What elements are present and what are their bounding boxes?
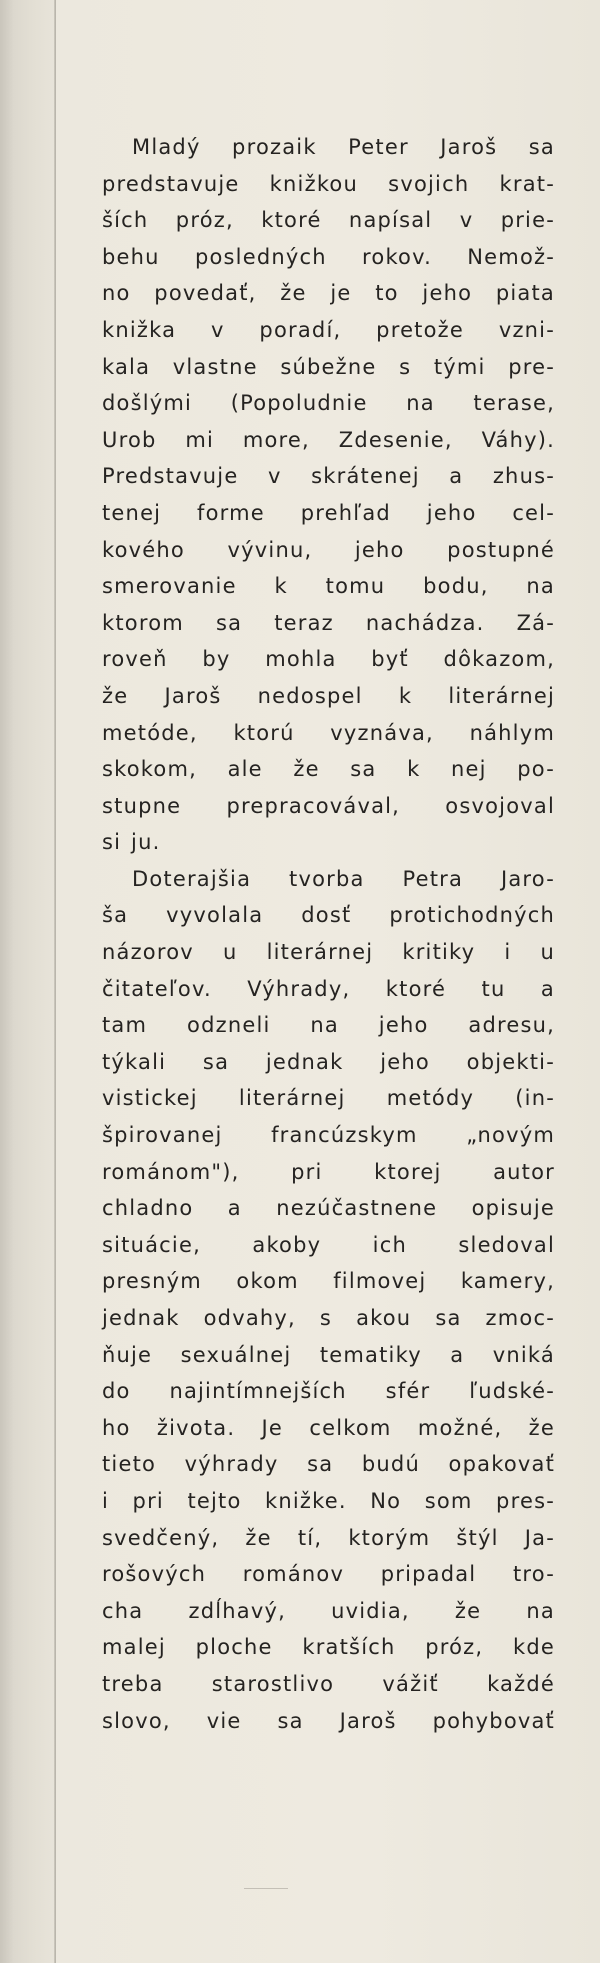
text-line: že Jaroš nedospel k literárnej (102, 683, 555, 708)
text-line: ktorom sa teraz nachádza. Zá- (102, 610, 555, 635)
text-line: do najintímnejších sfér ľudské- (102, 1379, 555, 1404)
text-line: chladno a nezúčastnene opisuje (102, 1196, 555, 1221)
text-line: ša vyvolala dosť protichodných (102, 903, 555, 928)
text-line: vistickej literárnej metódy (in- (102, 1086, 555, 1111)
paragraph-2 (102, 861, 555, 1739)
text-line: smerovanie k tomu bodu, na (102, 574, 555, 599)
text-line: metóde, ktorú vyznáva, náhlym (102, 720, 555, 745)
text-line: svedčený, že tí, ktorým štýl Ja- (102, 1525, 555, 1550)
text-line: stupne prepracovával, osvojoval (102, 793, 555, 818)
text-line: Predstavuje v skrátenej a zhus- (102, 464, 555, 489)
text-line: špirovanej francúzskym „novým (102, 1123, 555, 1148)
text-line: i pri tejto knižke. No som pres- (102, 1488, 555, 1513)
text-line: roveň by mohla byť dôkazom, (102, 647, 555, 672)
text-line: presným okom filmovej kamery, (102, 1269, 555, 1294)
text-line: rošových románov pripadal tro- (102, 1562, 555, 1587)
text-line: týkali sa jednak jeho objekti- (102, 1049, 555, 1074)
text-line: kala vlastne súbežne s tými pre- (102, 354, 555, 379)
page-fold-line (54, 0, 56, 1963)
text-line: ňuje sexuálnej tematiky a vniká (102, 1342, 555, 1367)
page-edge-strip (0, 0, 56, 1963)
text-line: Mladý prozaik Peter Jaroš sa (132, 135, 555, 159)
text-line: Doterajšia tvorba Petra Jaro- (132, 866, 555, 891)
text-line: cha zdĺhavý, uvidia, že na (102, 1598, 555, 1623)
text-line: treba starostlivo vážiť každé (102, 1671, 555, 1696)
text-line: ho života. Je celkom možné, že (102, 1415, 555, 1440)
text-line: jednak odvahy, s akou sa zmoc- (102, 1306, 555, 1330)
text-line: došlými (Popoludnie na terase, (102, 391, 555, 416)
text-line: predstavuje knižkou svojich krat- (102, 171, 555, 196)
text-line: tieto výhrady sa budú opakovať (102, 1452, 555, 1477)
text-line: románom"), pri ktorej autor (102, 1159, 555, 1184)
text-line: situácie, akoby ich sledoval (102, 1232, 555, 1257)
text-line: tenej forme prehľad jeho cel- (102, 500, 555, 525)
faint-dash-mark (244, 1888, 288, 1889)
body-text (102, 129, 555, 1739)
text-line: ších próz, ktoré napísal v prie- (102, 208, 555, 233)
text-line: no povedať, že je to jeho piata (102, 281, 555, 306)
text-line: slovo, vie sa Jaroš pohybovať (102, 1708, 555, 1733)
text-line: čitateľov. Výhrady, ktoré tu a (102, 976, 555, 1001)
text-line: knižka v poradí, pretože vzni- (102, 317, 555, 342)
paragraph-1 (102, 129, 555, 861)
text-line: skokom, ale že sa k nej po- (102, 757, 555, 782)
text-line: kového vývinu, jeho postupné (102, 537, 555, 562)
text-line: Urob mi more, Zdesenie, Váhy). (102, 427, 555, 452)
text-line: malej ploche kratších próz, kde (102, 1635, 555, 1660)
text-line: tam odzneli na jeho adresu, (102, 1013, 555, 1038)
text-line: názorov u literárnej kritiky i u (102, 940, 555, 965)
text-line: si ju. (102, 830, 161, 855)
text-line: behu posledných rokov. Nemož- (102, 244, 555, 269)
